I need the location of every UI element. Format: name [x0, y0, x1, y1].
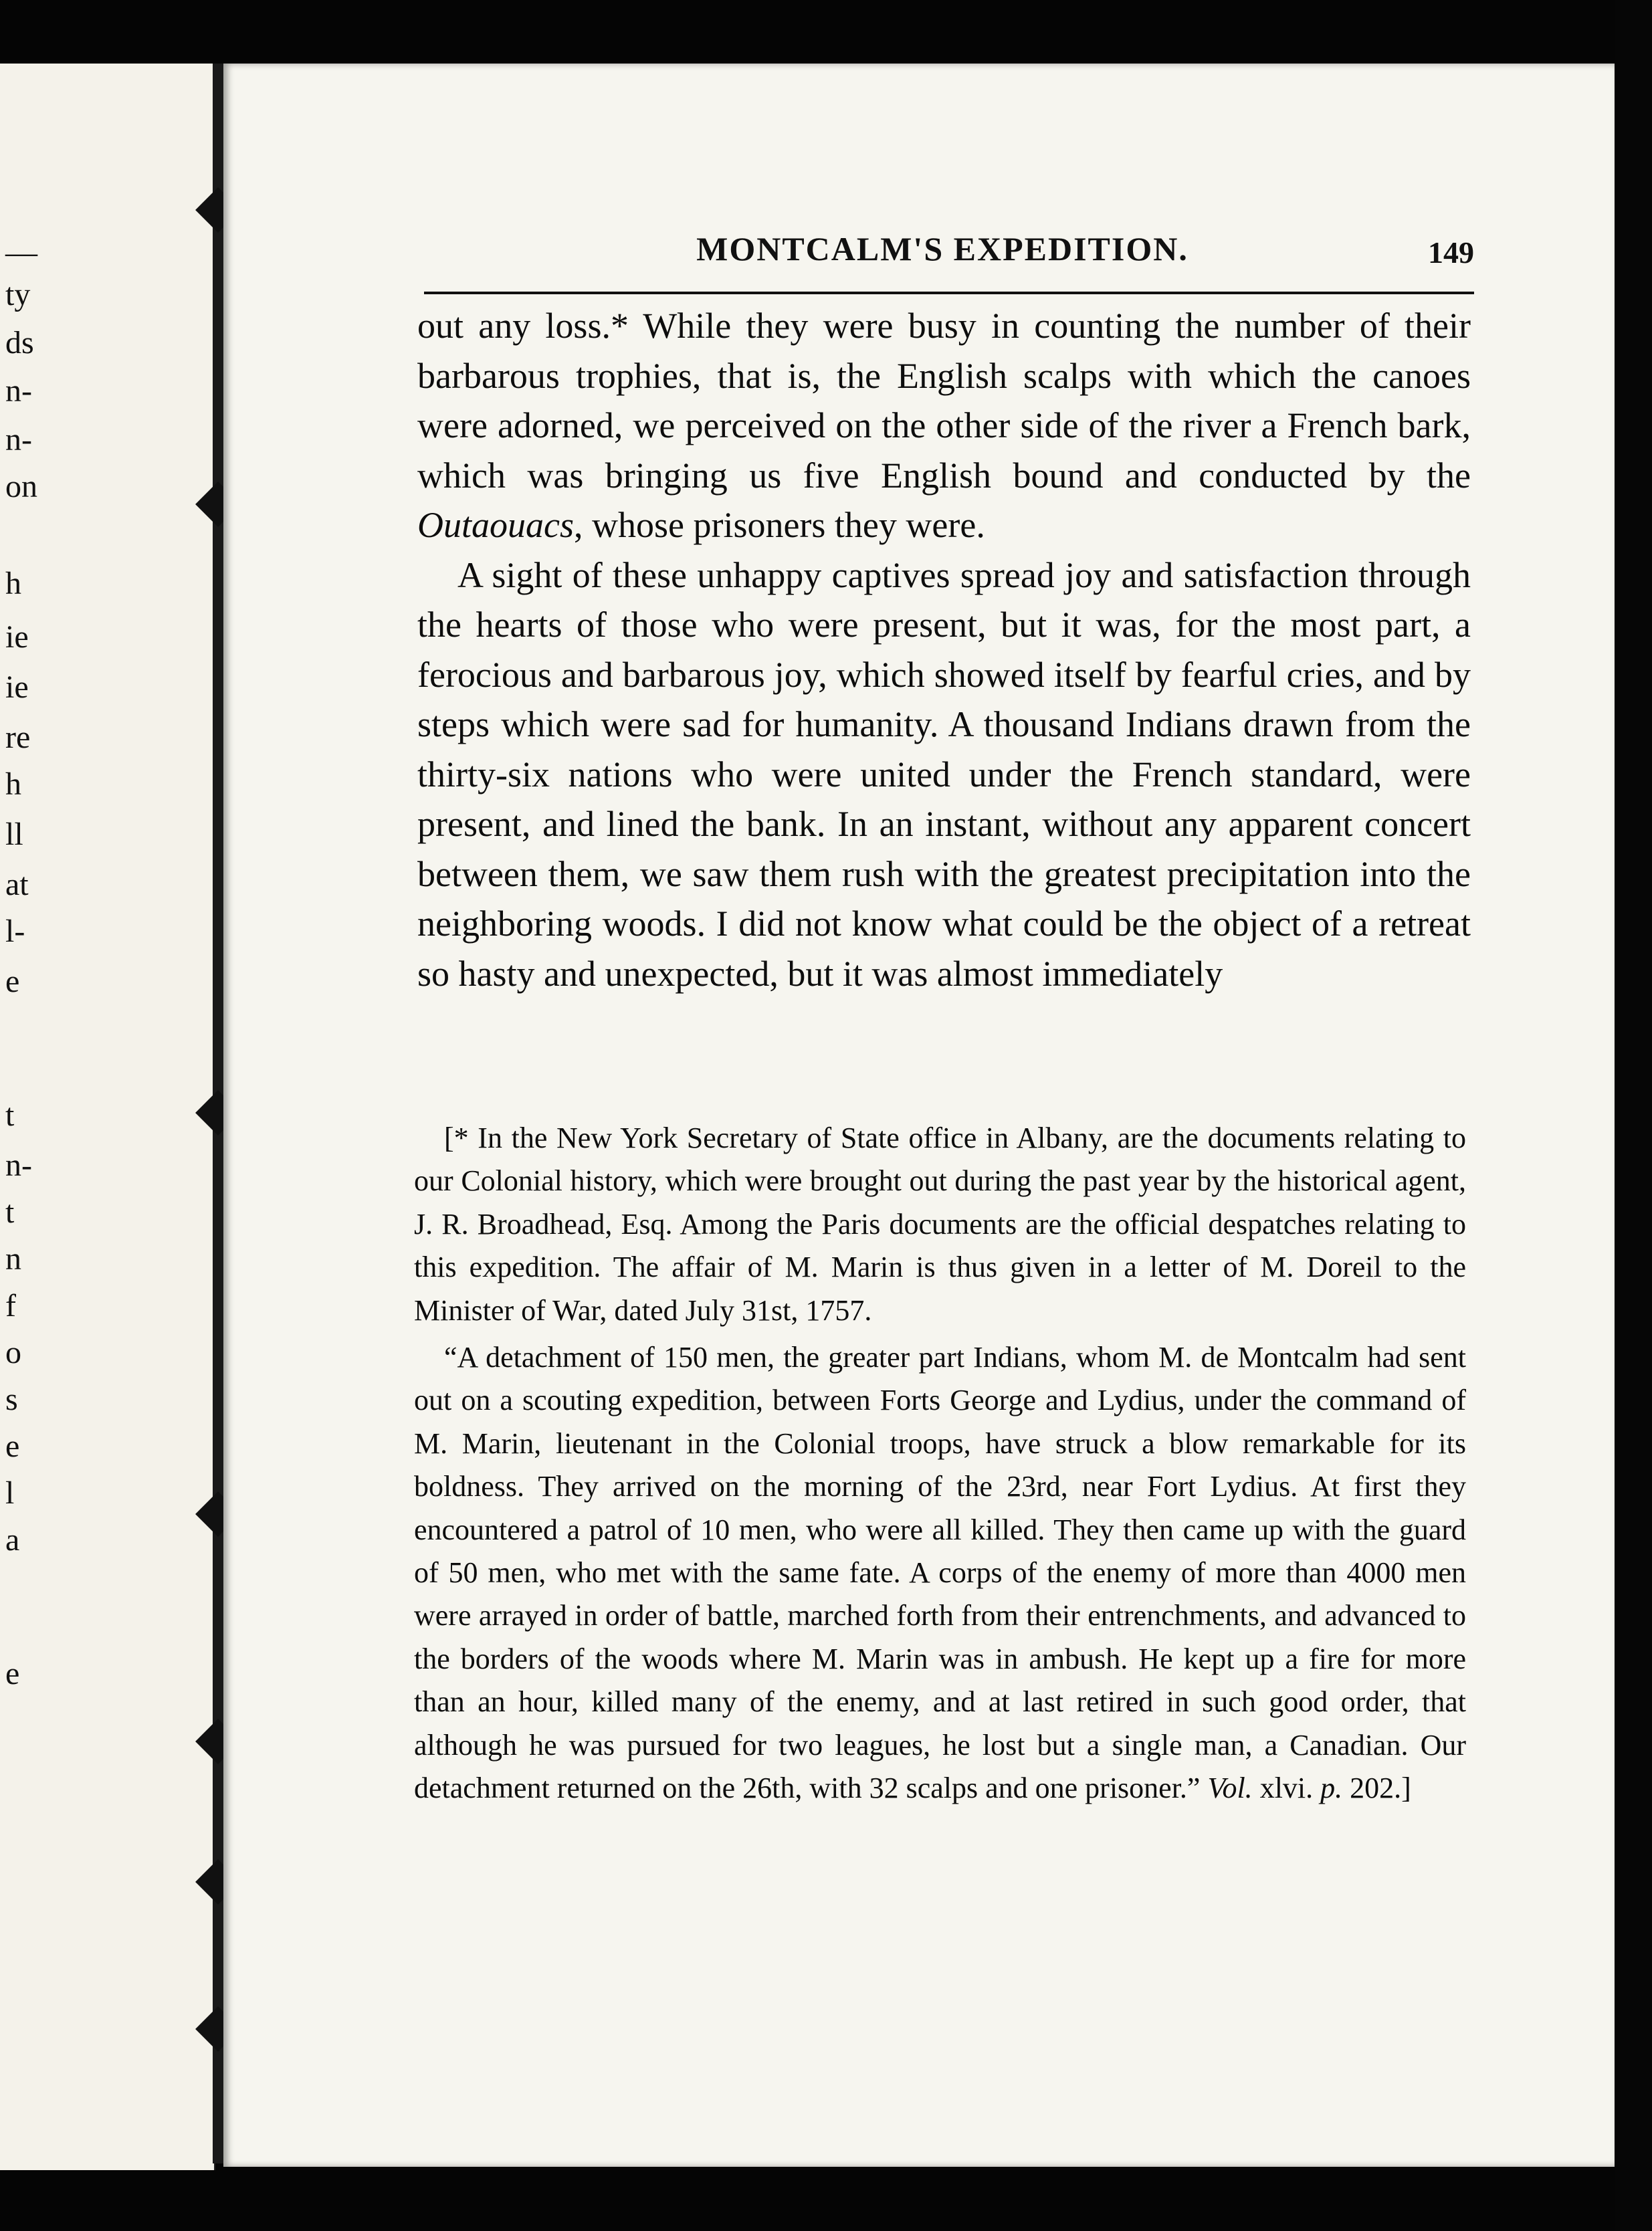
left-page-fragment: o: [5, 1335, 21, 1370]
text-run: out any loss.* While they were busy in counting the number of their barbarous trophies, that is, the English scalps with which the canoes were adorned, we perceived on the other side of the river a French bark, which was bringing us five English bound and conducted by the: [417, 306, 1471, 496]
footnote: [414, 1117, 1466, 1810]
left-page-fragment: t: [5, 1097, 15, 1133]
footnote-paragraph: [414, 1336, 1466, 1810]
left-page-fragment: ds: [5, 325, 34, 360]
left-page-fragment: l: [5, 1475, 15, 1511]
left-page-fragment: h: [5, 766, 21, 802]
page-number: 149: [1428, 235, 1474, 270]
left-page-fragment: on: [5, 469, 37, 504]
left-page-fragment: h: [5, 566, 21, 601]
left-page-fragment: ie: [5, 669, 29, 705]
left-page-fragment: n-: [5, 1148, 32, 1183]
left-page-fragment: n-: [5, 373, 32, 409]
left-page-fragment: ll: [5, 817, 23, 852]
citation-page-label: p.: [1320, 1772, 1343, 1805]
previous-page-edge: [0, 64, 215, 2170]
header-rule: [424, 292, 1474, 294]
left-page-fragment: s: [5, 1382, 18, 1417]
left-page-fragment: e: [5, 964, 20, 999]
text-run: “A detachment of 150 men, the greater part Indians, whom M. de Montcalm had sent out on a scouting expedition, between Forts George and Lydius, under the command of M. Marin, lieutenant in the Colonial troops, have struck a blow remarkable for its boldness. They arrived on the morning of the 23rd, near Fort Lydius. At first they encountered a patrol of 10 men, who were all killed. They then came up with the guard of 50 men, who met with the same fate. A corps of the enemy of more than 4000 men were arrayed in order of battle, marched forth from their entrenchments, and advanced to the borders of the woods where M. Marin was in ambush. He kept up a fire for more than an hour, killed many of the enemy, and at last retired in such good order, that although he was pursued for two leagues, he lost but a single man, a Canadian. Our detachment returned on the 26th, with 32 scalps and one prisoner.”: [414, 1341, 1466, 1805]
left-page-fragment: at: [5, 867, 29, 902]
left-page-fragment: e: [5, 1656, 20, 1691]
left-page-fragment: ie: [5, 619, 29, 655]
text-run: , whose prisoners they were.: [573, 505, 985, 545]
citation-page-number: 202.]: [1342, 1772, 1411, 1805]
left-page-fragment: re: [5, 720, 31, 755]
left-page-fragment: f: [5, 1288, 16, 1323]
left-page-fragment: a: [5, 1522, 20, 1558]
left-page-fragment: l-: [5, 914, 25, 949]
footnote-paragraph: [* In the New York Secretary of State office in Albany, are the documents relating to our Colonial history, which were brought out during the past year by the historical agent, J. R. Broadhead, Esq. Among the Paris documents are the official despatches relating to this expedition. The affair of M. Marin is thus given in a letter of M. Doreil to the Minister of War, dated July 31st, 1757.: [414, 1122, 1466, 1327]
left-page-fragment: e: [5, 1428, 20, 1464]
left-page-fragment: n-: [5, 422, 32, 457]
book-page: [223, 64, 1615, 2167]
italic-term: Outaouacs: [417, 505, 574, 545]
scan-border: [1615, 0, 1652, 2231]
left-page-fragment: n: [5, 1241, 21, 1277]
left-page-fragment: —: [5, 235, 37, 270]
main-text: [417, 301, 1471, 998]
paragraph: A sight of these unhappy captives spread joy and satisfaction through the hearts of those who were present, but it was, for the most part, a ferocious and barbarous joy, which showed itself by fearful cries, and by steps which were sad for humanity. A thousand Indians drawn from the thirty-six nations who were united under the French standard, were present, and lined the bank. In an instant, without any apparent concert between them, we saw them rush with the greatest precipitation into the neighboring woods. I did not know what could be the object of a retreat so hasty and unexpected, but it was almost immediately: [417, 554, 1471, 994]
paragraph: [417, 301, 1471, 550]
citation-vol-label: Vol.: [1207, 1772, 1253, 1805]
running-head: MONTCALM'S EXPEDITION.: [696, 230, 1189, 268]
left-page-fragment: t: [5, 1194, 15, 1230]
page-header: [424, 229, 1474, 283]
left-page-fragment: ty: [5, 277, 31, 312]
citation-vol-number: xlvi.: [1252, 1772, 1321, 1805]
